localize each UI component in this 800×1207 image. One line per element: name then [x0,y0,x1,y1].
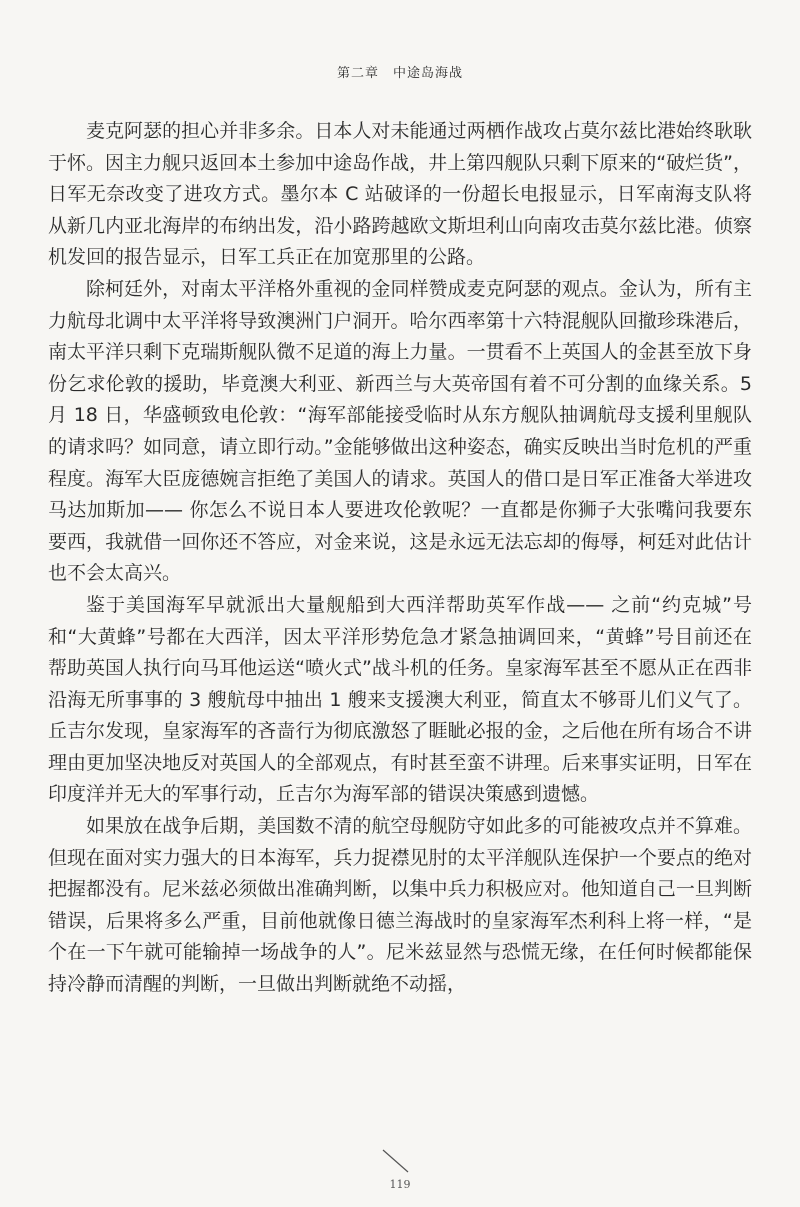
page-number: 119 [389,1178,411,1191]
paragraph: 鉴于美国海军早就派出大量舰船到大西洋帮助英军作战—— 之前“约克城”号和“大黄蜂”号都在大西洋，因太平洋形势危急才紧急抽调回来，“黄蜂”号目前还在帮助英国人执行向马耳他运送“喷火式”战斗机的任务。皇家海军甚至不愿从正在西非沿海无所事事的 3 艘航母中抽出 1 艘来支援澳大利亚，简直太不够哥儿们义气了。丘吉尔发现，皇家海军的吝啬行为彻底激怒了睚眦必报的金，之后他在所有场合不讲理由更加坚决地反对英国人的全部观点，有时甚至蛮不讲理。后来事实证明，日军在印度洋并无大的军事行动，丘吉尔为海军部的错误决策感到遗憾。 [48,593,752,806]
running-header: 第二章 中途岛海战 [336,66,463,81]
diagonal-rule [383,1150,408,1172]
paragraph: 如果放在战争后期，美国数不清的航空母舰防守如此多的可能被攻点并不算难。但现在面对实力强大的日本海军，兵力捉襟见肘的太平洋舰队连保护一个要点的绝对把握都没有。尼米兹必须做出准确判断，以集中兵力积极应对。他知道自己一旦判断错误，后果将多么严重，目前他就像日德兰海战时的皇家海军杰利科上将一样，“是个在一下午就可能输掉一场战争的人”。尼米兹显然与恐慌无缘，在任何时候都能保持冷静而清醒的判断，一旦做出判断就绝不动摇， [48,815,752,996]
paragraph: 除柯廷外，对南太平洋格外重视的金同样赞成麦克阿瑟的观点。金认为，所有主力航母北调中太平洋将导致澳洲门户洞开。哈尔西率第十六特混舰队回撤珍珠港后，南太平洋只剩下克瑞斯舰队微不足道的海上力量。一贯看不上英国人的金甚至放下身份乞求伦敦的援助，毕竟澳大利亚、新西兰与大英帝国有着不可分割的血缘关系。5 月 18 日，华盛顿致电伦敦：“海军部能接受临时从东方舰队抽调航母支援利里舰队的请求吗？如同意，请立即行动。”金能够做出这种姿态，确实反映出当时危机的严重程度。海军大臣庞德婉言拒绝了美国人的请求。英国人的借口是日军正准备大举进攻马达加斯加—— 你怎么不说日本人要进攻伦敦呢？一直都是你狮子大张嘴问我要东要西，我就借一回你还不答应，对金来说，这是永远无法忘却的侮辱，柯廷对此估计也不会太高兴。 [48,277,752,585]
paragraph: 麦克阿瑟的担心并非多余。日本人对未能通过两栖作战攻占莫尔兹比港始终耿耿于怀。因主力舰只返回本土参加中途岛作战，井上第四舰队只剩下原来的“破烂货”，日军无奈改变了进攻方式。墨尔本 C 站破译的一份超长电报显示，日军南海支队将从新几内亚北海岸的布纳出发，沿小路跨越欧文斯坦利山向南攻击莫尔兹比港。侦察机发回的报告显示，日军工兵正在加宽那里的公路。 [48,120,752,269]
